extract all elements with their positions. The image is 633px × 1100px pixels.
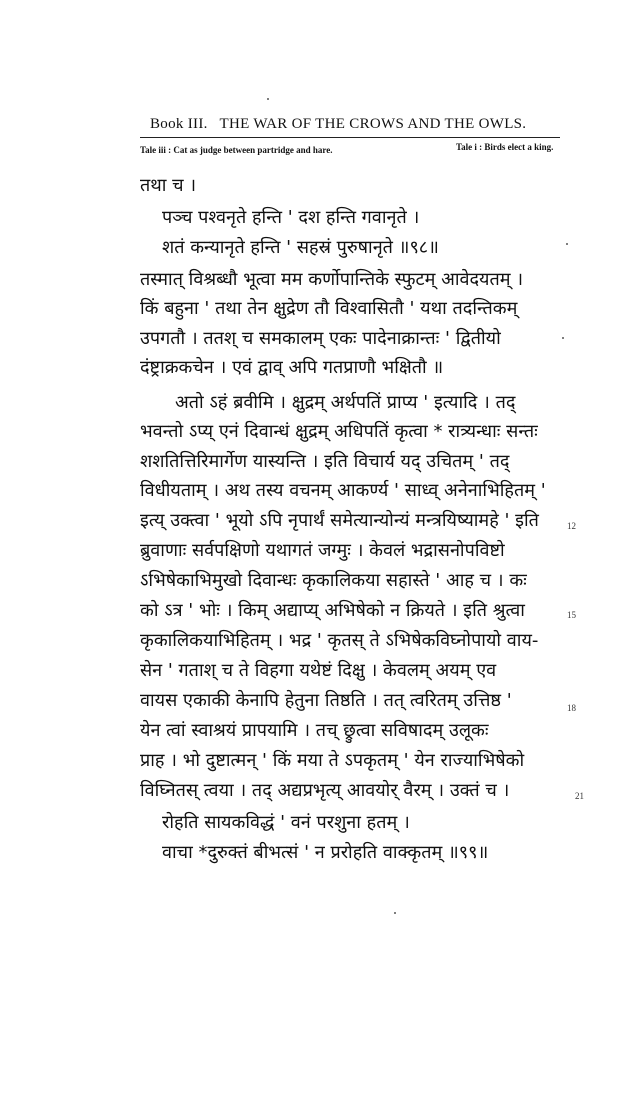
book-title: THE WAR OF THE CROWS AND THE OWLS. — [219, 116, 527, 132]
verse-line: रोहति सायकविद्धं ' वनं परशुना हतम् । — [162, 812, 410, 833]
print-speck — [267, 98, 269, 100]
margin-line-number: 18 — [567, 703, 576, 713]
text-line: विघ्नितस् त्वया । तद् अद्यप्रभृत्य् आवयोर् वैरम् । उक्तं च । — [140, 780, 510, 801]
running-head — [150, 116, 550, 133]
text-line: भवन्तो ऽप्य् एनं दिवान्धं क्षुद्रम् अधिपतिं कृत्वा * रात्र्यन्धाः सन्तः — [140, 421, 538, 442]
text-line: सेन ' गताश् च ते विहगा यथेष्टं दिक्षु । केवलम् अयम् एव — [140, 660, 497, 681]
print-speck — [562, 337, 564, 339]
text-line: तथा च । — [140, 175, 197, 196]
margin-line-number: 15 — [567, 610, 576, 620]
text-line: ब्रुवाणाः सर्वपक्षिणो यथागतं जग्मुः । केवलं भद्रासनोपविष्टो — [140, 540, 505, 561]
text-line: ऽभिषेकाभिमुखो दिवान्धः कृकालिकया सहास्ते ' आह च । कः — [140, 570, 527, 591]
text-line: अतो ऽहं ब्रवीमि । क्षुद्रम् अर्थपतिं प्राप्य ' इत्यादि । तद् — [175, 392, 516, 413]
text-line: कृकालिकयाभिहितम् । भद्र ' कृतस् ते ऽभिषेकविघ्नोपायो वाय- — [140, 630, 539, 651]
text-line: उपगतौ । ततश् च समकालम् एकः पादेनाक्रान्तः ' द्वितीयो — [140, 328, 501, 349]
header-rule — [140, 137, 560, 138]
text-line: किं बहुना ' तथा तेन क्षुद्रेण तौ विश्वासितौ ' यथा तदन्तिकम् — [140, 298, 518, 319]
verse-line: पञ्च पश्वनृते हन्ति ' दश हन्ति गवानृते । — [162, 207, 420, 228]
verse-line: वाचा *दुरुक्तं बीभत्सं ' न प्ररोहति वाक्कृतम् ॥९९॥ — [162, 842, 489, 863]
print-speck — [566, 243, 568, 245]
tale-right-caption: Tale i : Birds elect a king. — [456, 142, 554, 152]
margin-line-number: 12 — [567, 521, 576, 531]
text-line: शशतित्तिरिमार्गेण यास्यन्ति । इति विचार्य यद् उचितम् ' तद् — [140, 451, 510, 472]
verse-line: शतं कन्यानृते हन्ति ' सहस्रं पुरुषानृते ॥९८॥ — [162, 237, 439, 258]
text-line: को ऽत्र ' भोः । किम् अद्याप्य् अभिषेको न क्रियते । इति श्रुत्वा — [140, 600, 525, 621]
text-line: इत्य् उक्त्वा ' भूयो ऽपि नृपार्थं समेत्यान्योन्यं मन्त्रयिष्यामहे ' इति — [140, 510, 539, 531]
book-number: Book III. — [150, 116, 208, 132]
text-line: वायस एकाकी केनापि हेतुना तिष्ठति । तत् त्वरितम् उत्तिष्ठ ' — [140, 690, 512, 711]
text-line: तस्मात् विश्रब्धौ भूत्वा मम कर्णोपान्तिके स्फुटम् आवेदयतम् । — [140, 269, 524, 290]
text-line: विधीयताम् । अथ तस्य वचनम् आकर्ण्य ' साध्व् अनेनाभिहितम् ' — [140, 480, 546, 501]
print-speck — [394, 912, 396, 914]
margin-line-number: 21 — [575, 791, 584, 801]
text-line: दंष्ट्राक्रकचेन । एवं द्वाव् अपि गतप्राणौ भक्षितौ ॥ — [140, 357, 444, 378]
text-line: प्राह । भो दुष्टात्मन् ' किं मया ते ऽपकृतम् ' येन राज्याभिषेको — [140, 750, 525, 771]
text-line: येन त्वां स्वाश्रयं प्रापयामि । तच् छ्रुत्वा सविषादम् उलूकः — [140, 720, 489, 741]
tale-left-caption: Tale iii : Cat as judge between partridge and hare. — [140, 145, 333, 155]
